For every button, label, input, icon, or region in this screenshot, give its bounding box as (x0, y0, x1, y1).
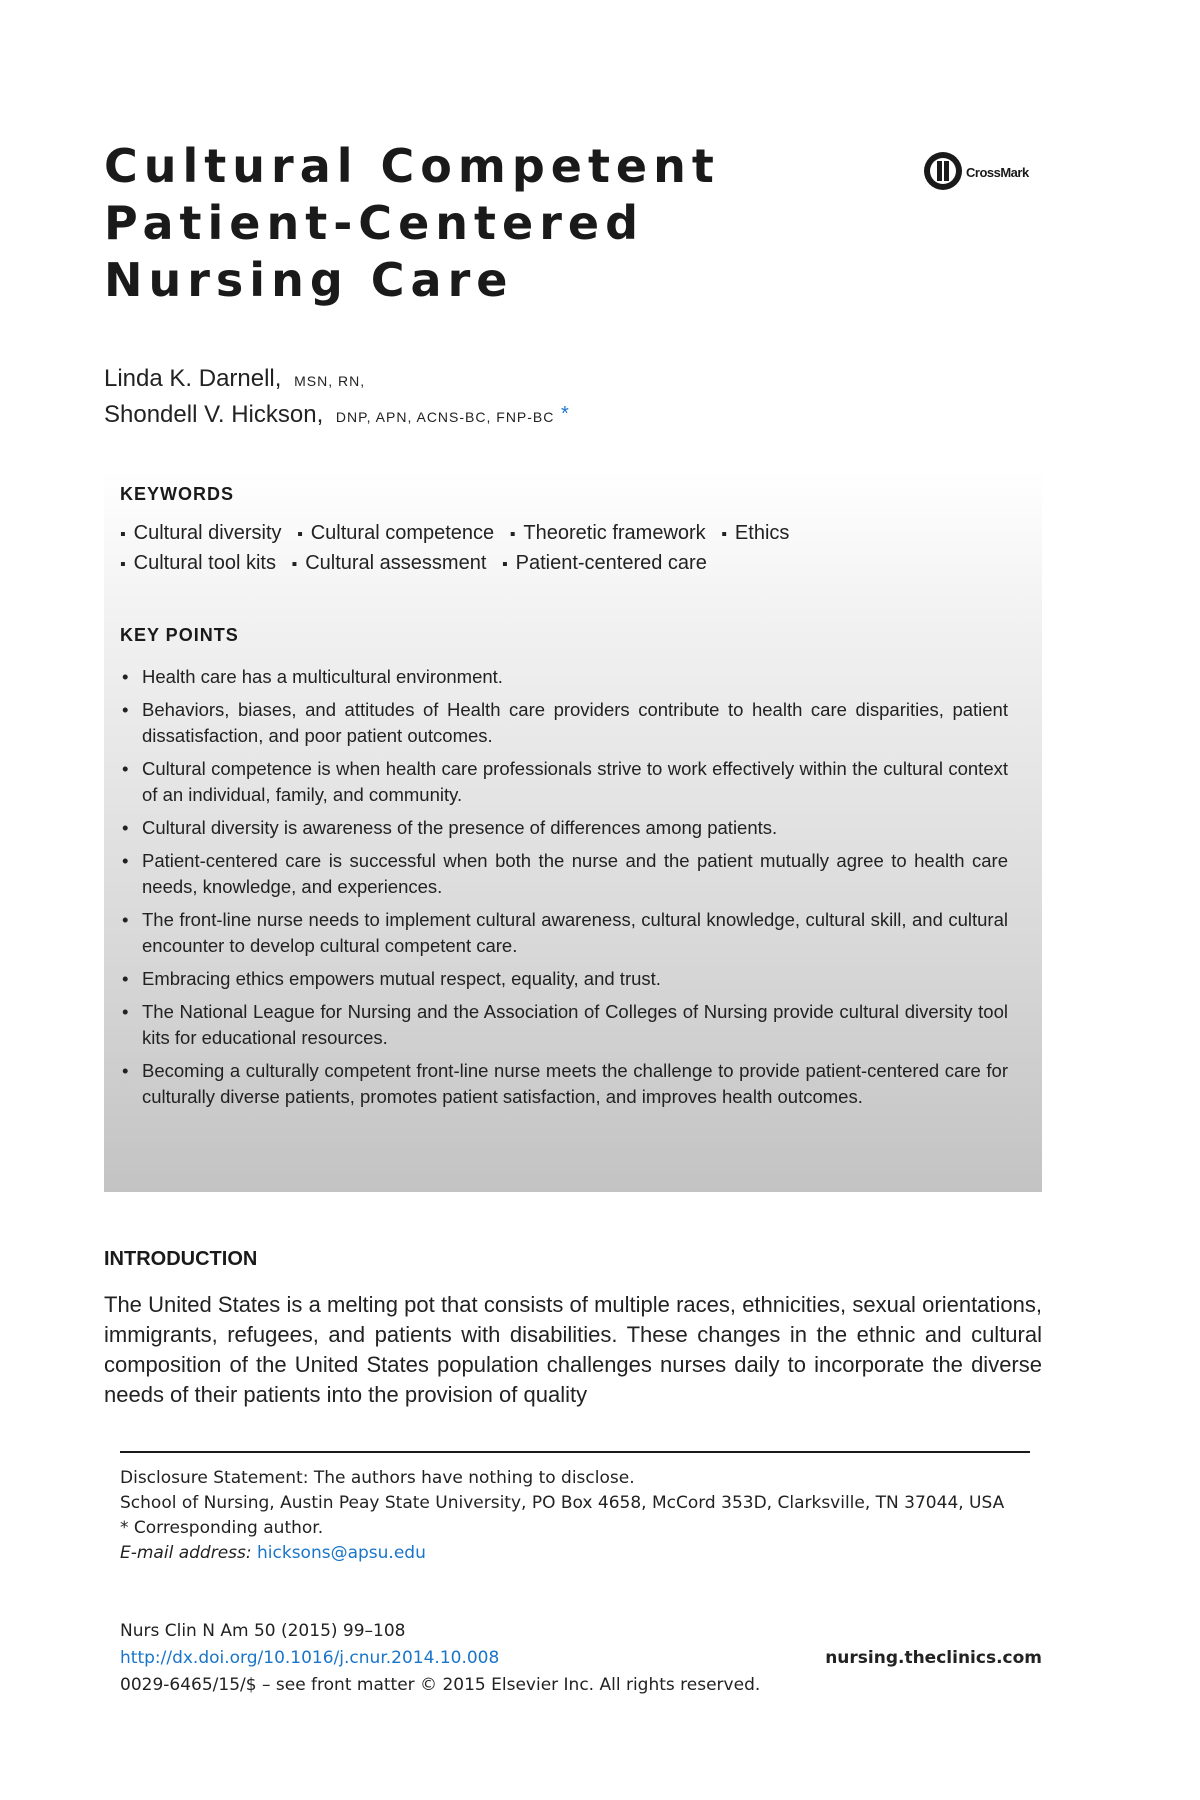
title-line: Nursing Care (104, 253, 514, 307)
key-point-item: • The National League for Nursing and the Association of Colleges of Nursing provide cultural diversity tool kits for educational resources. (120, 999, 1008, 1051)
keyword: ▪ Cultural assessment (292, 549, 487, 579)
doi-link[interactable]: http://dx.doi.org/10.1016/j.cnur.2014.10.008 (120, 1648, 500, 1668)
key-points-list (120, 664, 1008, 1110)
author-name: Linda K. Darnell, (104, 365, 282, 392)
author (104, 362, 569, 398)
title-line: Patient-Centered (104, 196, 645, 250)
email-label: E-mail address: (120, 1543, 252, 1563)
keyword: ▪ Cultural tool kits (120, 549, 276, 579)
journal-citation: Nurs Clin N Am 50 (2015) 99–108 (120, 1621, 406, 1641)
keywords-keypoints-box (104, 470, 1042, 1192)
keyword: ▪ Patient-centered care (502, 549, 707, 579)
citation-block (120, 1618, 1042, 1699)
key-point-item: • Patient-centered care is successful when both the nurse and the patient mutually agree to health care needs, knowledge, and experiences. (120, 848, 1008, 900)
author-affiliation: School of Nursing, Austin Peay State University, PO Box 4658, McCord 353D, Clarksville, TN 37044, USA (120, 1493, 1005, 1513)
keyword: ▪ Cultural competence (297, 519, 494, 549)
author-credentials: MSN, RN, (294, 373, 366, 389)
title-line: Cultural Competent (104, 139, 720, 193)
journal-website-link[interactable]: nursing.theclinics.com (825, 1648, 1042, 1668)
key-point-item: • Cultural competence is when health care professionals strive to work effectively within the cultural context of an individual, family, and community. (120, 756, 1008, 808)
key-point-item: • Health care has a multicultural environment. (120, 664, 1008, 690)
keyword-list (120, 519, 1008, 579)
author-list (104, 362, 569, 434)
key-point-item: • Behaviors, biases, and attitudes of Health care providers contribute to health care disparities, patient dissatisfaction, and poor patient outcomes. (120, 697, 1008, 749)
footnotes (120, 1466, 1030, 1566)
key-points-heading: KEY POINTS (120, 625, 239, 645)
email-link[interactable]: hicksons@apsu.edu (257, 1543, 426, 1563)
email-line (120, 1541, 1030, 1566)
author-name: Shondell V. Hickson, (104, 401, 324, 428)
corresponding-author-marker[interactable]: * (561, 403, 569, 425)
crossmark-badge[interactable] (922, 150, 1042, 192)
keyword-row (120, 549, 1008, 579)
disclosure-statement: Disclosure Statement: The authors have nothing to disclose. (120, 1468, 635, 1488)
introduction-heading: INTRODUCTION (104, 1248, 258, 1270)
introduction-paragraph: The United States is a melting pot that consists of multiple races, ethnicities, sexual orientations, immigrants, refugees, and patients with disabilities. These changes in the ethnic and cultural composition of the United States population challenges nurses daily to incorporate the diverse needs of their patients into the provision of quality (104, 1292, 1042, 1407)
key-point-item: • Becoming a culturally competent front-line nurse meets the challenge to provide patient-centered care for culturally diverse patients, promotes patient satisfaction, and improves health outcomes. (120, 1058, 1008, 1110)
copyright-notice: 0029-6465/15/$ – see front matter © 2015 Elsevier Inc. All rights reserved. (120, 1675, 761, 1695)
crossmark-label: CrossMark (966, 165, 1029, 180)
footnote-divider (120, 1451, 1030, 1453)
keyword: ▪ Cultural diversity (120, 519, 282, 549)
keyword-row (120, 519, 1008, 549)
key-point-item: • Cultural diversity is awareness of the presence of differences among patients. (120, 815, 1008, 841)
keyword: ▪ Theoretic framework (510, 519, 706, 549)
author (104, 398, 569, 434)
keywords-heading: KEYWORDS (120, 484, 235, 504)
key-point-item: • Embracing ethics empowers mutual respect, equality, and trust. (120, 966, 1008, 992)
keyword: ▪ Ethics (721, 519, 789, 549)
corresponding-author-note: * Corresponding author. (120, 1518, 324, 1538)
crossmark-icon (922, 150, 1042, 192)
article-title (104, 138, 824, 309)
key-point-item: • The front-line nurse needs to implement cultural awareness, cultural knowledge, cultural skill, and cultural encounter to develop cultural competent care. (120, 907, 1008, 959)
author-credentials: DNP, APN, ACNS-BC, FNP-BC (335, 409, 555, 425)
